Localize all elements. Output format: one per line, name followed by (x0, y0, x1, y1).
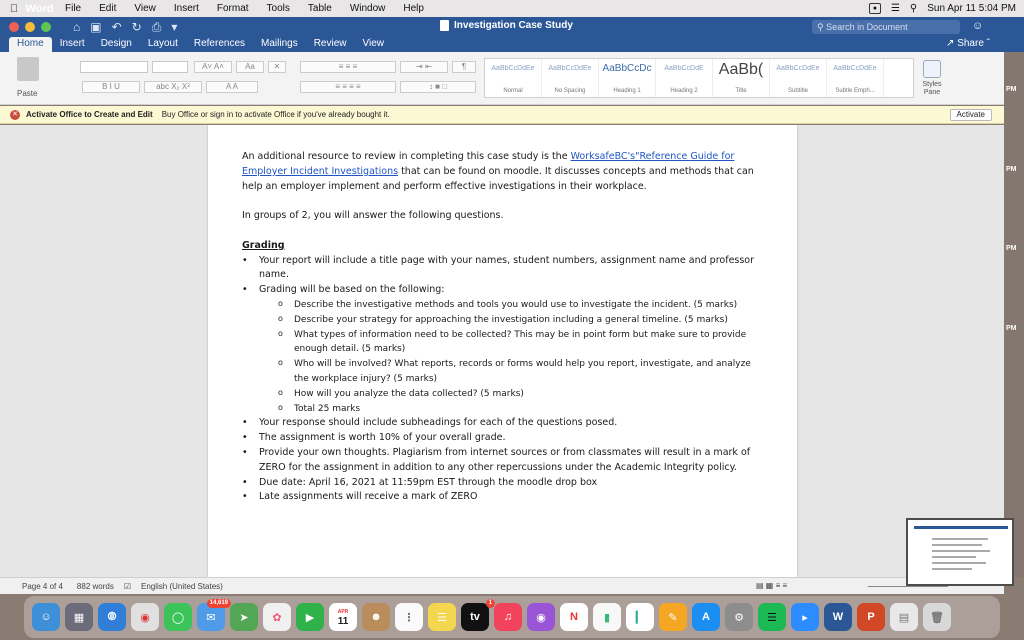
spacing-shading-borders[interactable]: ↕ ■ □ (400, 81, 476, 93)
paste-button[interactable] (14, 57, 42, 97)
styles-pane-icon (923, 60, 941, 78)
list-item: o Total 25 marks (259, 402, 762, 417)
trash-icon[interactable]: 🗑 (923, 603, 951, 631)
background-window-strip (1004, 52, 1024, 577)
status-icon[interactable]: ● (869, 3, 881, 14)
document-icon (440, 20, 449, 31)
launchpad-icon[interactable]: ▦ (65, 603, 93, 631)
screenshot-thumbnail[interactable] (906, 518, 1014, 586)
grading-criteria-list (259, 298, 762, 416)
ribbon-tabs (0, 37, 1024, 52)
search-icon: ⚲ (817, 22, 824, 32)
list-item-text: Grading will be based on the following: (259, 284, 445, 296)
quick-access-toolbar (73, 20, 177, 35)
apple-menu-icon[interactable] (0, 3, 28, 15)
facetime-icon[interactable]: ▶ (296, 603, 324, 631)
window-title (440, 20, 573, 31)
style-heading-2[interactable] (656, 59, 713, 97)
list-item: o Who will be involved? What reports, records or forms would help you report, investigate, and analyze the workplace injury? (5 marks) (259, 357, 762, 387)
search-menu-icon[interactable]: ⚲ (909, 3, 918, 14)
grading-list (242, 254, 762, 506)
style-preview: AaBb( (718, 61, 764, 78)
style-name: Title (735, 88, 747, 94)
list-item: • Due date: April 16, 2021 at 11:59pm EST through the moodle drop box (242, 476, 762, 491)
grading-heading: Grading (242, 239, 285, 251)
strike-subscript-superscript[interactable]: abc X₂ X² (144, 81, 202, 93)
wifi-icon[interactable]: ☰ (890, 3, 900, 14)
word-count[interactable]: 882 words (76, 581, 114, 591)
close-infobar-icon[interactable]: ✕ (10, 110, 20, 120)
styles-gallery (484, 58, 914, 98)
proofing-icon[interactable]: ☑ (123, 581, 132, 591)
menu-format[interactable]: Format (216, 3, 249, 14)
safari-icon[interactable]: ⦾ (98, 603, 126, 631)
list-item: o Describe your strategy for approaching the investigation including a general timeline. (5 marks) (259, 313, 762, 328)
zoom-icon[interactable]: ▸ (791, 603, 819, 631)
list-item: • The assignment is worth 10% of your overall grade. (242, 431, 762, 446)
style-subtitle[interactable] (770, 59, 827, 97)
apple-tv-icon[interactable]: tv 1 (461, 603, 489, 631)
tab-view[interactable]: View (362, 38, 384, 49)
status-bar (0, 577, 1004, 594)
list-item: • Your response should include subheadings for each of the questions posed. (242, 416, 762, 431)
tab-review[interactable]: Review (313, 38, 347, 49)
document-canvas (0, 125, 1004, 577)
tab-layout[interactable]: Layout (147, 38, 178, 49)
chrome-icon[interactable]: ◉ (131, 603, 159, 631)
search-placeholder: Search in Document (826, 22, 908, 32)
tab-insert[interactable]: Insert (59, 38, 85, 49)
downloads-icon[interactable]: ▤ (890, 603, 918, 631)
document-title: Investigation Case Study (454, 20, 573, 31)
time-label: PM (1006, 325, 1017, 332)
customize-toolbar-icon[interactable]: ▾ (171, 19, 178, 34)
reminders-icon[interactable]: ⋮ (395, 603, 423, 631)
podcasts-icon[interactable]: ◉ (527, 603, 555, 631)
clear-format-icon[interactable]: ✕ (268, 61, 286, 73)
clipboard-icon (17, 57, 39, 81)
indent-buttons[interactable]: ⇥ ⇤ (400, 61, 448, 73)
style-preview: AaBbCcDdE (664, 65, 704, 72)
numbers-icon[interactable]: ▎ (626, 603, 654, 631)
redo-icon[interactable]: ↻ (131, 19, 142, 34)
list-item: • Your report will include a title page with your names, student numbers, assignment name and professor name. (242, 254, 762, 284)
tab-design[interactable]: Design (100, 38, 132, 49)
reference-guide-link[interactable]: WorksafeBC's"Reference Guide for Employer Incident Investigations (242, 151, 735, 177)
style-name: Subtle Emph... (835, 88, 875, 94)
macos-dock (24, 596, 1000, 638)
share-button[interactable]: ↗ Share ˆ (946, 38, 990, 49)
paragraph-groups: In groups of 2, you will answer the following questions. (242, 210, 504, 222)
time-label: PM (1006, 166, 1017, 173)
style-title[interactable] (713, 59, 770, 97)
styles-pane-label: Styles Pane (922, 81, 942, 96)
style-name: Heading 2 (670, 88, 698, 94)
pages-icon[interactable]: ✎ (659, 603, 687, 631)
language[interactable]: English (United States) (141, 581, 223, 591)
style-heading-1[interactable] (599, 59, 656, 97)
activate-button[interactable]: Activate (950, 109, 992, 121)
clock[interactable]: Sun Apr 11 5:04 PM (927, 3, 1016, 14)
mail-icon[interactable]: ✉ 14,619 (197, 603, 225, 631)
style-name: Subtitle (787, 88, 808, 94)
tab-references[interactable]: References (193, 38, 246, 49)
font-name-dropdown[interactable] (80, 61, 148, 73)
paste-label: Paste (17, 89, 38, 98)
font-size-dropdown[interactable] (152, 61, 188, 73)
system-preferences-icon[interactable]: ⚙ (725, 603, 753, 631)
style-normal[interactable] (485, 59, 542, 97)
menu-insert[interactable]: Insert (173, 3, 199, 14)
tab-mailings[interactable]: Mailings (261, 38, 298, 49)
menu-word[interactable]: Word (25, 2, 54, 15)
save-icon[interactable]: ▣ (90, 19, 102, 34)
style-subtle-emphasis[interactable] (827, 59, 884, 97)
photos-icon[interactable]: ✿ (263, 603, 291, 631)
styles-pane-button[interactable] (918, 60, 946, 100)
news-icon[interactable]: N (560, 603, 588, 631)
list-item: o How will you analyze the data collected? (5 marks) (259, 387, 762, 402)
activation-infobar (0, 106, 1004, 124)
view-buttons[interactable]: ▤ ▦ ≡ ≡ (756, 581, 788, 590)
calendar-icon[interactable] (329, 603, 357, 631)
appstore-update-badge: 1 (486, 599, 495, 608)
print-icon[interactable]: ⎙ (151, 19, 162, 34)
music-icon[interactable]: ♫ (494, 603, 522, 631)
app-store-icon[interactable]: A (692, 603, 720, 631)
window-controls (9, 22, 51, 32)
page-count[interactable]: Page 4 of 4 (22, 581, 63, 591)
time-label: PM (1006, 86, 1017, 93)
list-item: o Describe the investigative methods and tools you would use to investigate the incident. (5 marks) (259, 298, 762, 313)
home-icon[interactable]: ⌂ (73, 19, 81, 34)
style-preview: AaBbCcDdEe (776, 65, 820, 72)
finder-icon[interactable]: ☺ (32, 603, 60, 631)
text-effects-highlight-color[interactable]: A A (206, 81, 258, 93)
style-preview: AaBbCcDdEe (548, 65, 592, 72)
minimize-window-button[interactable] (25, 22, 35, 32)
menu-table[interactable]: Table (307, 3, 332, 14)
window-titlebar (0, 17, 1024, 37)
search-input[interactable] (812, 20, 960, 34)
style-preview: AaBbCcDdEe (491, 65, 535, 72)
menu-file[interactable]: File (65, 3, 82, 14)
close-window-button[interactable] (9, 22, 19, 32)
style-no-spacing[interactable] (542, 59, 599, 97)
zoom-slider[interactable] (868, 586, 948, 587)
macos-menubar (0, 0, 1024, 17)
menu-edit[interactable]: Edit (99, 3, 117, 14)
style-preview: AaBbCcDc (602, 63, 652, 74)
menu-window[interactable]: Window (349, 3, 386, 14)
document-page[interactable] (208, 125, 797, 577)
calendar-day: 11 (337, 616, 349, 627)
menu-view[interactable]: View (134, 3, 156, 14)
maps-icon[interactable]: ➤ (230, 603, 258, 631)
mail-badge: 14,619 (207, 599, 231, 608)
messages-icon[interactable]: ◯ (164, 603, 192, 631)
feedback-icon[interactable]: ☺ (972, 20, 984, 32)
infobar-title: Activate Office to Create and Edit (26, 110, 153, 119)
paragraph-resource (242, 150, 762, 194)
alignment-buttons[interactable]: ≡ ≡ ≡ ≡ (300, 81, 396, 93)
spotify-icon[interactable]: ☰ (758, 603, 786, 631)
contacts-icon[interactable]: ☻ (362, 603, 390, 631)
style-name: Normal (503, 88, 523, 94)
bold-italic-underline[interactable]: B I U (82, 81, 140, 93)
tab-home[interactable]: Home (9, 37, 52, 52)
text-run: An additional resource to review in completing this case study is the (242, 151, 571, 162)
font-grow-shrink[interactable]: A˅ A˄ (194, 61, 232, 73)
menu-help[interactable]: Help (403, 3, 424, 14)
menu-tools[interactable]: Tools (266, 3, 290, 14)
ribbon-home (0, 52, 1004, 105)
list-item: • Provide your own thoughts. Plagiarism from internet sources or from classmates will result in a mark of ZERO for the assignment in addition to any other repercussions under the Academic Integrity policy. (242, 446, 762, 476)
list-item (242, 283, 762, 416)
powerpoint-icon[interactable]: P (857, 603, 885, 631)
infobar-message: Buy Office or sign in to activate Office if you've already bought it. (161, 110, 390, 119)
keynote-icon[interactable]: ▮ (593, 603, 621, 631)
list-item: • Late assignments will receive a mark of ZERO (242, 490, 762, 505)
show-formatting-icon[interactable]: ¶ (452, 61, 476, 73)
undo-icon[interactable]: ↶ (111, 19, 122, 34)
list-item: o What types of information need to be collected? This may be in point form but make sure to provide enough detail. (5 marks) (259, 328, 762, 358)
zoom-window-button[interactable] (41, 22, 51, 32)
text-run: that can be found on moodle. It discusses concepts and methods that can help an employer implement and perform effective investigations in their workplace. (242, 165, 754, 192)
time-label: PM (1006, 245, 1017, 252)
change-case-button[interactable]: Aa (236, 61, 264, 73)
style-name: No Spacing (554, 88, 586, 94)
word-icon[interactable]: W (824, 603, 852, 631)
share-label: Share (957, 38, 984, 49)
calendar-month: APR (337, 609, 349, 615)
style-preview: AaBbCcDdEe (833, 65, 877, 72)
document-body[interactable] (242, 150, 762, 505)
notes-icon[interactable]: ☰ (428, 603, 456, 631)
style-name: Heading 1 (613, 88, 641, 94)
list-buttons[interactable]: ≡ ≡ ≡ (300, 61, 396, 73)
